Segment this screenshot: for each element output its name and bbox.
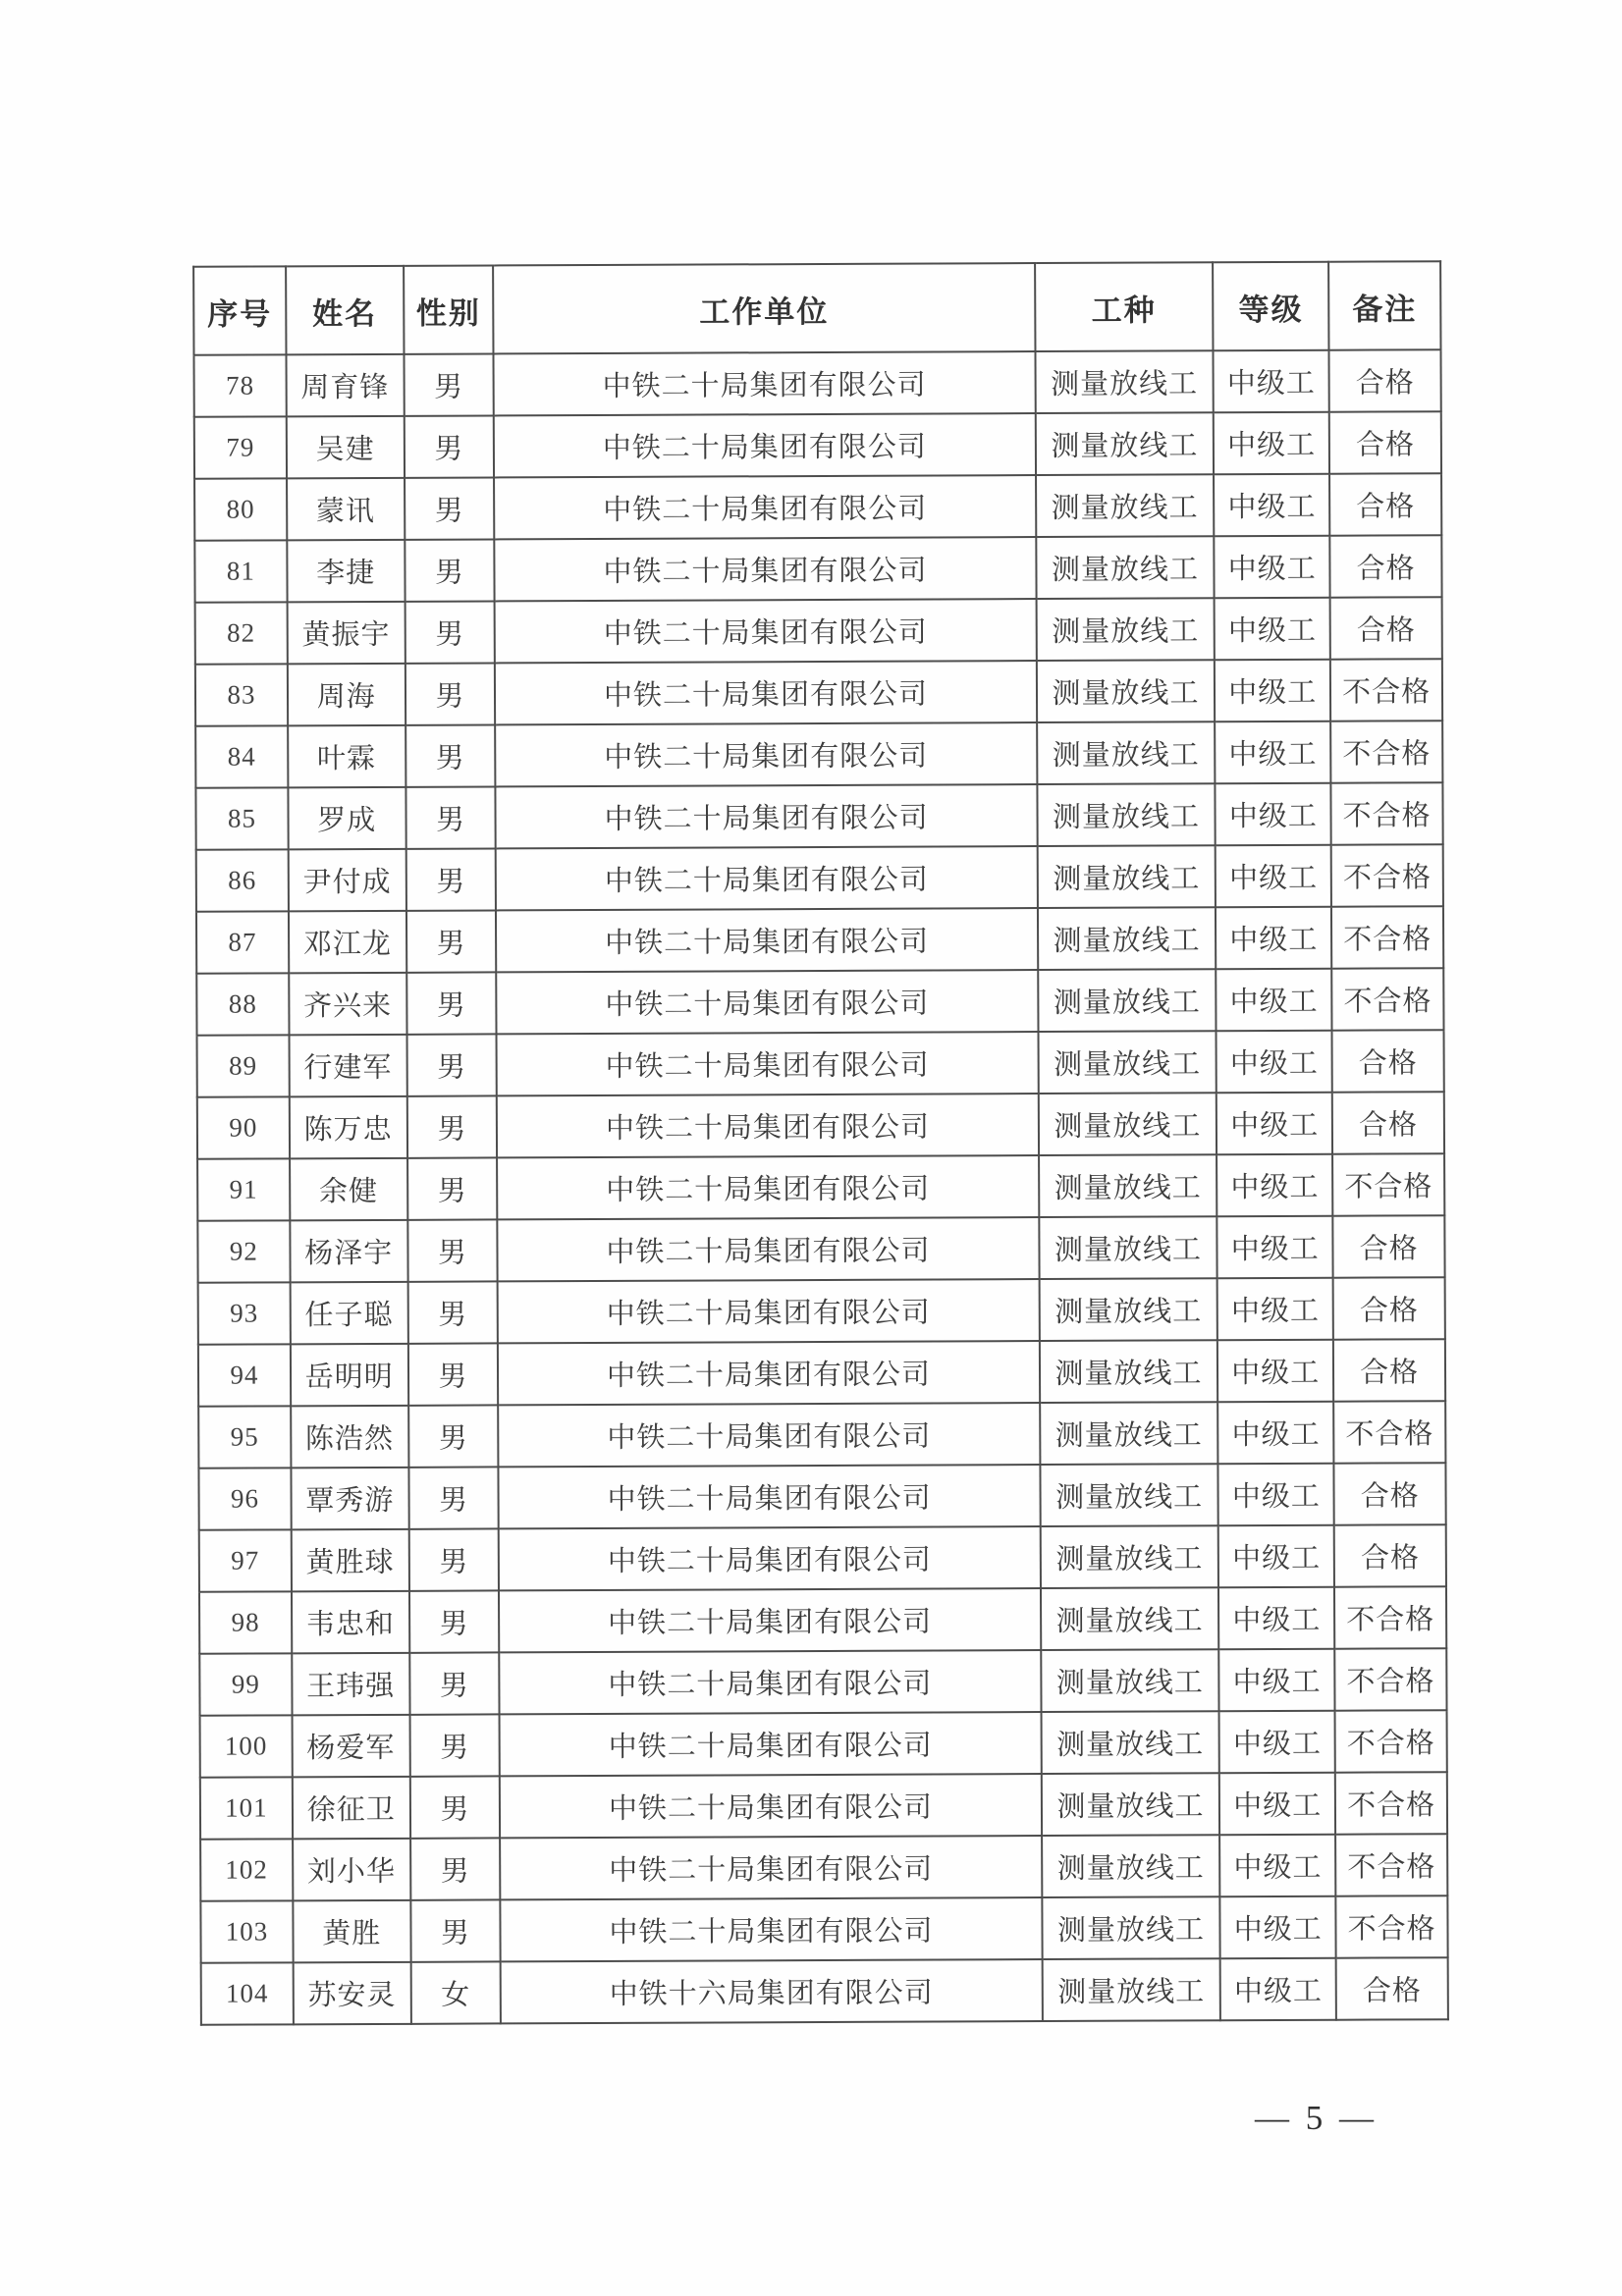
cell-grade: 中级工 xyxy=(1219,1835,1335,1897)
cell-serial: 82 xyxy=(195,602,288,664)
cell-serial: 84 xyxy=(195,725,288,787)
col-header-gender: 性别 xyxy=(404,265,494,353)
table-row xyxy=(197,1092,1444,1159)
table-row xyxy=(196,844,1443,912)
cell-name: 邓江龙 xyxy=(289,911,406,974)
cell-serial: 81 xyxy=(194,540,287,602)
cell-serial: 104 xyxy=(201,1962,294,2024)
cell-unit: 中铁二十局集团有限公司 xyxy=(496,846,1037,910)
table-row xyxy=(197,1030,1444,1097)
cell-gender: 男 xyxy=(407,1219,498,1281)
cell-name: 吴建 xyxy=(287,416,405,479)
cell-name: 余健 xyxy=(290,1158,407,1221)
table-row xyxy=(195,782,1442,850)
cell-grade: 中级工 xyxy=(1220,1958,1336,2021)
cell-grade: 中级工 xyxy=(1216,783,1331,846)
cell-grade: 中级工 xyxy=(1215,598,1330,661)
cell-name: 韦忠和 xyxy=(292,1591,409,1654)
cell-unit: 中铁二十局集团有限公司 xyxy=(500,1712,1041,1776)
cell-gender: 男 xyxy=(404,353,494,415)
cell-name: 黄胜 xyxy=(293,1900,410,1963)
cell-trade: 测量放线工 xyxy=(1039,1154,1217,1217)
header-row xyxy=(193,261,1440,355)
table-row xyxy=(194,535,1441,603)
cell-remark: 合格 xyxy=(1329,349,1441,411)
table-row xyxy=(198,1277,1445,1345)
cell-unit: 中铁二十局集团有限公司 xyxy=(498,1341,1039,1405)
cell-gender: 男 xyxy=(410,1838,501,1899)
cell-grade: 中级工 xyxy=(1219,1711,1335,1774)
cell-grade: 中级工 xyxy=(1220,1896,1336,1959)
table-row xyxy=(201,1957,1448,2025)
cell-gender: 男 xyxy=(407,1343,498,1405)
cell-name: 杨泽宇 xyxy=(290,1220,407,1283)
col-header-unit: 工作单位 xyxy=(494,263,1036,353)
cell-serial: 96 xyxy=(198,1468,291,1529)
cell-serial: 83 xyxy=(195,664,288,725)
cell-serial: 87 xyxy=(196,911,289,973)
cell-remark: 合格 xyxy=(1334,1524,1446,1586)
cell-gender: 男 xyxy=(405,539,495,601)
cell-grade: 中级工 xyxy=(1215,660,1330,722)
cell-gender: 男 xyxy=(408,1467,499,1528)
table-row xyxy=(196,968,1443,1036)
cell-unit: 中铁二十局集团有限公司 xyxy=(494,351,1035,415)
cell-gender: 男 xyxy=(405,601,495,663)
cell-unit: 中铁二十局集团有限公司 xyxy=(497,970,1038,1034)
cell-remark: 不合格 xyxy=(1330,721,1442,782)
cell-name: 杨爱军 xyxy=(292,1715,409,1778)
cell-grade: 中级工 xyxy=(1215,721,1330,784)
cell-trade: 测量放线工 xyxy=(1038,969,1216,1032)
cell-remark: 不合格 xyxy=(1334,1648,1446,1710)
col-header-remark: 备注 xyxy=(1328,261,1440,349)
cell-trade: 测量放线工 xyxy=(1038,907,1216,970)
cell-gender: 男 xyxy=(406,1095,497,1157)
cell-remark: 合格 xyxy=(1333,1215,1445,1277)
cell-trade: 测量放线工 xyxy=(1039,1216,1217,1279)
cell-grade: 中级工 xyxy=(1218,1587,1334,1650)
cell-unit: 中铁二十局集团有限公司 xyxy=(496,722,1037,786)
cell-trade: 测量放线工 xyxy=(1042,1835,1220,1897)
cell-grade: 中级工 xyxy=(1217,1216,1333,1279)
cell-remark: 合格 xyxy=(1330,597,1442,659)
cell-trade: 测量放线工 xyxy=(1041,1711,1219,1774)
cell-gender: 男 xyxy=(404,415,494,477)
cell-serial: 89 xyxy=(197,1035,290,1096)
cell-serial: 92 xyxy=(197,1220,290,1282)
cell-trade: 测量放线工 xyxy=(1040,1525,1218,1588)
table-body xyxy=(193,349,1447,2025)
cell-remark: 不合格 xyxy=(1335,1834,1447,1896)
cell-serial: 95 xyxy=(198,1406,291,1468)
cell-remark: 合格 xyxy=(1329,535,1441,597)
cell-unit: 中铁二十局集团有限公司 xyxy=(499,1465,1040,1528)
table-row xyxy=(200,1896,1447,1963)
cell-trade: 测量放线工 xyxy=(1041,1649,1219,1712)
cell-unit: 中铁二十局集团有限公司 xyxy=(498,1217,1039,1281)
cell-name: 陈万忠 xyxy=(290,1096,407,1159)
cell-remark: 合格 xyxy=(1334,1463,1446,1524)
cell-trade: 测量放线工 xyxy=(1036,660,1215,722)
cell-grade: 中级工 xyxy=(1217,1340,1333,1403)
cell-remark: 不合格 xyxy=(1331,844,1443,906)
cell-trade: 测量放线工 xyxy=(1038,1093,1216,1155)
table-row xyxy=(198,1401,1445,1468)
cell-name: 陈浩然 xyxy=(291,1406,408,1468)
cell-gender: 男 xyxy=(405,663,495,724)
cell-unit: 中铁二十局集团有限公司 xyxy=(499,1588,1040,1652)
cell-serial: 97 xyxy=(199,1529,292,1591)
cell-grade: 中级工 xyxy=(1216,907,1331,970)
cell-name: 覃秀游 xyxy=(291,1468,408,1530)
cell-unit: 中铁二十局集团有限公司 xyxy=(495,537,1036,601)
cell-gender: 女 xyxy=(410,1961,501,2023)
cell-gender: 男 xyxy=(405,477,495,539)
cell-trade: 测量放线工 xyxy=(1035,350,1214,413)
cell-name: 齐兴来 xyxy=(289,973,406,1036)
cell-grade: 中级工 xyxy=(1219,1773,1335,1836)
cell-remark: 不合格 xyxy=(1331,906,1443,968)
cell-trade: 测量放线工 xyxy=(1036,598,1215,661)
cell-grade: 中级工 xyxy=(1214,412,1329,475)
cell-name: 苏安灵 xyxy=(293,1962,410,2025)
cell-trade: 测量放线工 xyxy=(1035,412,1214,475)
cell-unit: 中铁二十局集团有限公司 xyxy=(496,784,1037,848)
cell-trade: 测量放线工 xyxy=(1037,845,1216,908)
cell-unit: 中铁二十局集团有限公司 xyxy=(494,413,1035,477)
cell-name: 徐征卫 xyxy=(293,1777,410,1840)
table-row xyxy=(198,1339,1445,1407)
cell-trade: 测量放线工 xyxy=(1038,1031,1216,1094)
table-row xyxy=(199,1586,1446,1654)
cell-grade: 中级工 xyxy=(1219,1649,1335,1712)
cell-gender: 男 xyxy=(409,1776,500,1838)
cell-remark: 合格 xyxy=(1336,1957,1448,2019)
cell-trade: 测量放线工 xyxy=(1037,783,1216,846)
cell-name: 刘小华 xyxy=(293,1839,410,1901)
table-row xyxy=(195,721,1442,788)
cell-serial: 86 xyxy=(196,849,289,911)
cell-trade: 测量放线工 xyxy=(1036,474,1215,537)
cell-serial: 102 xyxy=(200,1839,293,1900)
cell-unit: 中铁二十局集团有限公司 xyxy=(495,599,1036,663)
table-row xyxy=(197,1153,1444,1221)
cell-grade: 中级工 xyxy=(1217,1402,1333,1465)
cell-gender: 男 xyxy=(408,1405,499,1467)
cell-grade: 中级工 xyxy=(1214,350,1329,413)
cell-gender: 男 xyxy=(408,1528,499,1590)
table-row xyxy=(195,597,1442,665)
cell-trade: 测量放线工 xyxy=(1039,1278,1217,1341)
cell-name: 尹付成 xyxy=(289,849,406,912)
cell-unit: 中铁二十局集团有限公司 xyxy=(499,1526,1040,1590)
cell-unit: 中铁二十局集团有限公司 xyxy=(501,1897,1042,1961)
cell-trade: 测量放线工 xyxy=(1041,1587,1219,1650)
cell-remark: 合格 xyxy=(1332,1092,1444,1153)
cell-trade: 测量放线工 xyxy=(1042,1896,1220,1959)
cell-serial: 79 xyxy=(194,416,287,478)
cell-serial: 88 xyxy=(196,973,289,1035)
cell-serial: 85 xyxy=(195,787,288,849)
table-row xyxy=(197,1215,1444,1283)
table-row xyxy=(199,1524,1446,1592)
cell-trade: 测量放线工 xyxy=(1042,1958,1220,2021)
cell-remark: 不合格 xyxy=(1330,659,1442,721)
cell-remark: 不合格 xyxy=(1336,1896,1448,1957)
cell-grade: 中级工 xyxy=(1216,1154,1332,1217)
table-row xyxy=(194,411,1441,479)
cell-gender: 男 xyxy=(406,786,496,848)
cell-gender: 男 xyxy=(406,724,496,786)
col-header-name: 姓名 xyxy=(286,266,404,355)
cell-remark: 合格 xyxy=(1332,1030,1444,1092)
cell-unit: 中铁二十局集团有限公司 xyxy=(494,475,1035,539)
cell-trade: 测量放线工 xyxy=(1040,1464,1218,1526)
cell-grade: 中级工 xyxy=(1214,474,1329,537)
table-row xyxy=(200,1772,1447,1840)
cell-grade: 中级工 xyxy=(1218,1464,1334,1526)
table-row xyxy=(200,1834,1447,1901)
cell-unit: 中铁二十局集团有限公司 xyxy=(497,1155,1038,1219)
col-header-serial: 序号 xyxy=(193,266,286,354)
cell-serial: 93 xyxy=(198,1282,291,1344)
cell-name: 黄胜球 xyxy=(292,1529,409,1592)
cell-name: 行建军 xyxy=(289,1035,406,1097)
cell-serial: 101 xyxy=(200,1777,293,1839)
col-header-trade: 工种 xyxy=(1035,262,1214,351)
cell-unit: 中铁二十局集团有限公司 xyxy=(496,908,1037,972)
cell-name: 罗成 xyxy=(288,787,406,850)
cell-name: 岳明明 xyxy=(291,1344,408,1407)
cell-trade: 测量放线工 xyxy=(1040,1402,1218,1465)
cell-name: 黄振宇 xyxy=(287,602,405,665)
cell-grade: 中级工 xyxy=(1216,969,1332,1032)
cell-serial: 94 xyxy=(198,1344,291,1406)
cell-serial: 98 xyxy=(199,1591,292,1653)
certification-results-table xyxy=(192,260,1449,2026)
cell-unit: 中铁二十局集团有限公司 xyxy=(497,1032,1038,1095)
cell-unit: 中铁二十局集团有限公司 xyxy=(495,661,1036,724)
cell-remark: 不合格 xyxy=(1331,968,1443,1030)
page-number: — 5 — xyxy=(1255,2099,1378,2137)
cell-trade: 测量放线工 xyxy=(1037,721,1216,784)
cell-grade: 中级工 xyxy=(1216,845,1331,908)
cell-gender: 男 xyxy=(409,1652,500,1714)
cell-grade: 中级工 xyxy=(1216,1031,1332,1094)
cell-grade: 中级工 xyxy=(1218,1525,1334,1588)
cell-name: 周育锋 xyxy=(286,354,404,417)
cell-grade: 中级工 xyxy=(1215,536,1330,599)
cell-remark: 不合格 xyxy=(1333,1401,1445,1463)
cell-gender: 男 xyxy=(407,1281,498,1343)
cell-grade: 中级工 xyxy=(1217,1278,1333,1341)
cell-gender: 男 xyxy=(406,1034,497,1095)
cell-remark: 合格 xyxy=(1329,473,1441,535)
cell-name: 周海 xyxy=(288,664,406,726)
cell-gender: 男 xyxy=(406,910,497,972)
cell-serial: 103 xyxy=(200,1900,293,1962)
cell-remark: 合格 xyxy=(1333,1339,1445,1401)
cell-remark: 不合格 xyxy=(1335,1772,1447,1834)
cell-trade: 测量放线工 xyxy=(1036,536,1215,599)
cell-trade: 测量放线工 xyxy=(1039,1340,1217,1403)
cell-name: 任子聪 xyxy=(290,1282,407,1345)
cell-serial: 78 xyxy=(193,354,286,416)
cell-unit: 中铁二十局集团有限公司 xyxy=(499,1403,1040,1467)
cell-serial: 80 xyxy=(194,478,287,540)
cell-unit: 中铁十六局集团有限公司 xyxy=(501,1959,1042,2023)
cell-name: 叶霖 xyxy=(288,725,406,788)
col-header-grade: 等级 xyxy=(1213,262,1328,351)
table-row xyxy=(199,1648,1446,1716)
cell-serial: 91 xyxy=(197,1158,290,1220)
cell-remark: 不合格 xyxy=(1332,1153,1444,1215)
cell-unit: 中铁二十局集团有限公司 xyxy=(500,1650,1041,1714)
cell-unit: 中铁二十局集团有限公司 xyxy=(500,1836,1041,1899)
cell-serial: 99 xyxy=(199,1653,292,1715)
cell-gender: 男 xyxy=(407,1157,498,1219)
cell-name: 蒙讯 xyxy=(287,478,405,541)
cell-remark: 合格 xyxy=(1329,411,1441,473)
cell-gender: 男 xyxy=(410,1899,501,1961)
cell-trade: 测量放线工 xyxy=(1041,1773,1219,1836)
table-row xyxy=(194,473,1441,541)
cell-gender: 男 xyxy=(406,972,497,1034)
cell-grade: 中级工 xyxy=(1216,1093,1332,1155)
cell-remark: 不合格 xyxy=(1334,1586,1446,1648)
cell-remark: 不合格 xyxy=(1335,1710,1447,1772)
cell-unit: 中铁二十局集团有限公司 xyxy=(498,1279,1039,1343)
cell-name: 李捷 xyxy=(287,540,405,603)
cell-serial: 100 xyxy=(200,1715,293,1777)
cell-gender: 男 xyxy=(409,1714,500,1776)
table-row xyxy=(198,1463,1445,1530)
cell-gender: 男 xyxy=(409,1590,500,1652)
cell-gender: 男 xyxy=(406,848,496,910)
table-row xyxy=(193,349,1440,417)
cell-remark: 不合格 xyxy=(1331,782,1443,844)
cell-name: 王玮强 xyxy=(292,1653,409,1716)
cell-unit: 中铁二十局集团有限公司 xyxy=(500,1774,1041,1838)
table-row xyxy=(200,1710,1447,1778)
cell-remark: 合格 xyxy=(1333,1277,1445,1339)
table-row xyxy=(195,659,1442,726)
cell-serial: 90 xyxy=(197,1096,290,1158)
cell-unit: 中铁二十局集团有限公司 xyxy=(497,1094,1038,1157)
table-row xyxy=(196,906,1443,974)
